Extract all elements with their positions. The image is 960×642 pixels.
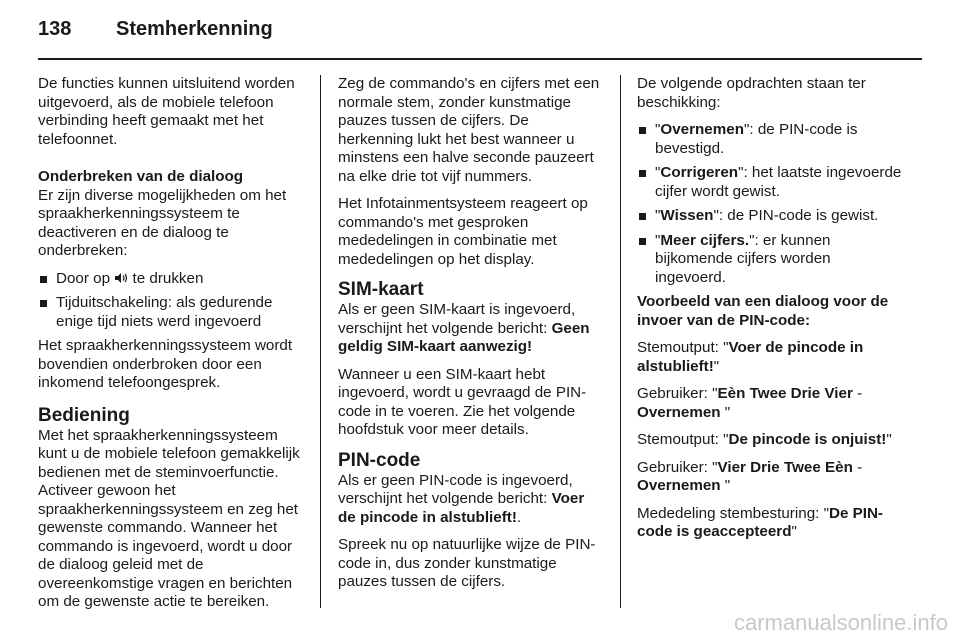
bullet-square [639, 127, 646, 134]
section-heading-sim: SIM-kaart [338, 279, 424, 300]
voice-control-icon [114, 272, 128, 284]
column-2 [338, 75, 604, 601]
bullet-square [639, 170, 646, 177]
bullet-square [40, 276, 47, 283]
section-heading-pin: PIN-code [338, 449, 421, 471]
column-divider-2 [620, 75, 621, 608]
dialog-line: Mededeling stembesturing: "De PIN-code is geaccepteerd" [637, 504, 883, 540]
page-number: 138 [38, 18, 72, 40]
pin-paragraph-2: Spreek nu op natuurlijke wijze de PIN-code in, dus zonder kunstmatige pauzes tussen de cijfers. [338, 536, 596, 590]
list-item: "Corrigeren": het laatste ingevoerde cijfer wordt gewist. [637, 164, 905, 201]
list-item: "Overnemen": de PIN-code is bevestigd. [637, 121, 905, 158]
column-divider-1 [320, 75, 321, 608]
sim-text: Als er geen SIM-kaart is ingevoerd, verschijnt het volgende bericht: Geen geldig SIM-kaart aanwezig! [338, 301, 590, 355]
sim-paragraph-2: Wanneer u een SIM-kaart hebt ingevoerd, wordt u gevraagd de PIN-code in te voeren. Zie het volgende hoofdstuk voor meer details. [338, 365, 587, 438]
page-title: Stemherkenning [116, 18, 273, 40]
intro-paragraph: De functies kunnen uitsluitend worden uitgevoerd, als de mobiele telefoon verbinding heeft gemaakt met het telefoonnet. [38, 75, 295, 148]
example-heading: Voorbeeld van een dialoog voor de invoer van de PIN-code: [637, 293, 889, 329]
bediening-text: Met het spraakherkenningssysteem kunt u de mobiele telefoon gemakkelijk bedienen met de steminvoerfunctie. Activeer gewoon het spraakherkenningssysteem en zeg het gewenste commando. Wanneer het commando is ingevoerd, wordt u door de dialoog geleid met de overeenkomstige vragen en berichten om de gewenste actie te bereiken. [38, 426, 300, 610]
interrupt-heading: Onderbreken van de dialoog [38, 168, 244, 185]
dialog-line: Stemoutput: "De pincode is onjuist!" [637, 431, 892, 448]
watermark: carmanualsonline.info [733, 610, 948, 635]
column-3 [637, 75, 905, 551]
pin-text: Als er geen PIN-code is ingevoerd, verschijnt het volgende bericht: Voer de pincode in alstublieft!. [338, 471, 585, 526]
response-paragraph: Het Infotainmentsysteem reageert op commando's met gesproken mededelingen in combinatie met mededelingen op het display. [338, 195, 588, 268]
list-item: "Meer cijfers.": er kunnen bijkomende cijfers worden ingevoerd. [637, 232, 905, 288]
list-item: Tijduitschakeling: als gedurende enige tijd niets werd ingevoerd [38, 294, 303, 331]
header-rule [38, 58, 922, 60]
column-1 [38, 75, 303, 621]
dialog-line: Gebruiker: "Eèn Twee Drie Vier - Overnemen " [637, 385, 863, 421]
section-heading-bediening: Bediening [38, 404, 130, 426]
commands-paragraph: Zeg de commando's en cijfers met een normale stem, zonder kunstmatige pauzes tussen de cijfers. De herkenning lukt het best wanneer u minstens een halve seconde pauzeert na elke drie tot vijf nummers. [338, 75, 600, 185]
pin-message: Voer de pincode in alstublieft! [338, 490, 585, 526]
list-item: "Wissen": de PIN-code is gewist. [637, 207, 905, 226]
list-item: Door op te drukken [38, 270, 303, 289]
bullet-square [639, 238, 646, 245]
dialog-line: Stemoutput: "Voer de pincode in alstublieft!" [637, 339, 864, 375]
dialog-line: Gebruiker: "Vier Drie Twee Eèn - Overnemen " [637, 458, 863, 494]
interrupt-note: Het spraakherkenningssysteem wordt bovendien onderbroken door een inkomend telefoongesprek. [38, 337, 293, 391]
bullet-square [40, 300, 47, 307]
sim-message: Geen geldig SIM-kaart aanwezig! [338, 319, 590, 355]
bullet-square [639, 213, 646, 220]
interrupt-text: Er zijn diverse mogelijkheden om het spraakherkenningssysteem te deactiveren en de dialoog te onderbreken: [38, 186, 287, 259]
commands-intro: De volgende opdrachten staan ter beschikking: [637, 75, 866, 111]
